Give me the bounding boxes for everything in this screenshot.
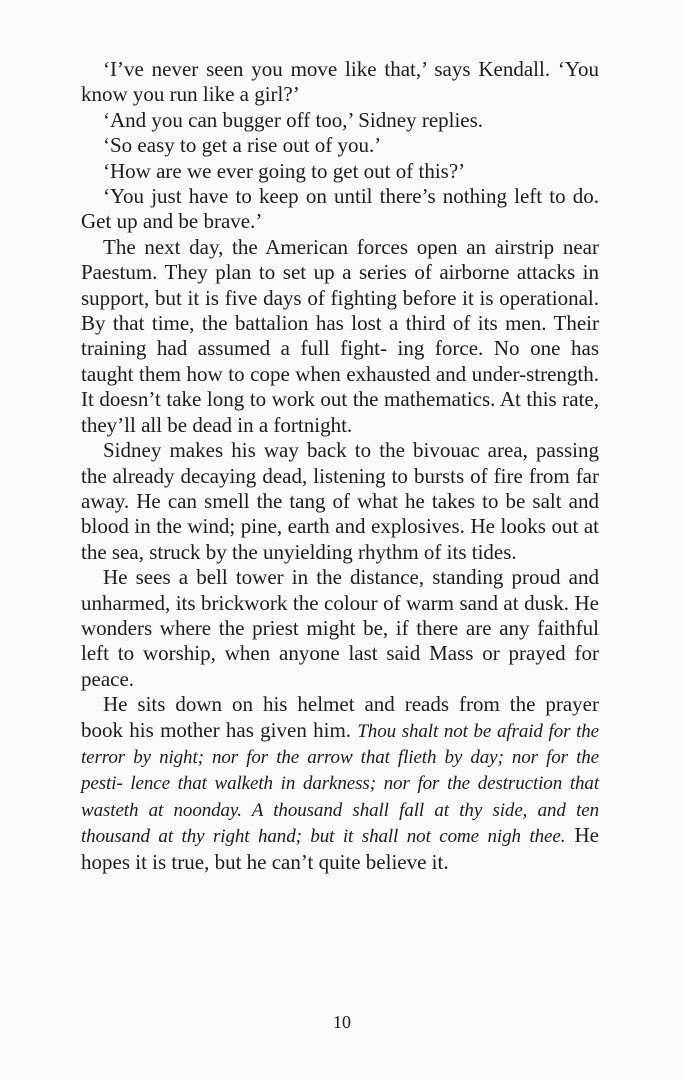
paragraph-9: [81, 692, 599, 875]
paragraph-8: He sees a bell tower in the distance, standing proud and unharmed, its brickwork the colour of warm sand at dusk. He wonders where the priest might be, if there are any faithful left to worship, when anyone last said Mass or prayed for peace.: [81, 565, 599, 691]
paragraph-9-outro: He hopes it is true, but he can’t quite believe it.: [81, 823, 599, 874]
paragraph-3: ‘So easy to get a rise out of you.’: [103, 133, 382, 158]
paragraph-4: ‘How are we ever going to get out of this?’: [103, 158, 466, 183]
paragraph-2: ‘And you can bugger off too,’ Sidney replies.: [103, 107, 484, 132]
paragraph-9-intro: He sits down on his helmet and reads from the prayer book his mother has given him.: [81, 692, 599, 742]
paragraph-5: ‘You just have to keep on until there’s nothing left to do. Get up and be brave.’: [81, 184, 599, 234]
scripture-quote: Thou shalt not be afraid for the terror by night; nor for the arrow that flieth by day; nor for the pesti- lence that walketh in darkness; nor for the destruction that wasteth at noonday. A thousand shall fall at thy side, and ten thousand at thy right hand; but it shall not come nigh thee.: [81, 720, 599, 848]
paragraph-7: Sidney makes his way back to the bivouac area, passing the already decaying dead, listening to bursts of fire from far away. He can smell the tang of what he takes to be salt and blood in the wind; pine, earth and explosives. He looks out at the sea, struck by the unyielding rhythm of its tides.: [81, 438, 599, 564]
body-text: [81, 57, 599, 875]
paragraph-1: ‘I’ve never seen you move like that,’ says Kendall. ‘You know you run like a girl?’: [81, 57, 599, 107]
page-number: 10: [333, 1012, 351, 1032]
paragraph-6: The next day, the American forces open an airstrip near Paestum. They plan to set up a series of airborne attacks in support, but it is five days of fighting before it is operational. By that time, the battalion has lost a third of its men. Their training had assumed a full fight- ing force. No one has taught them how to cope when exhausted and under-strength. It doesn’t take long to work out the mathematics. At this rate, they’ll all be dead in a fortnight.: [81, 234, 599, 437]
